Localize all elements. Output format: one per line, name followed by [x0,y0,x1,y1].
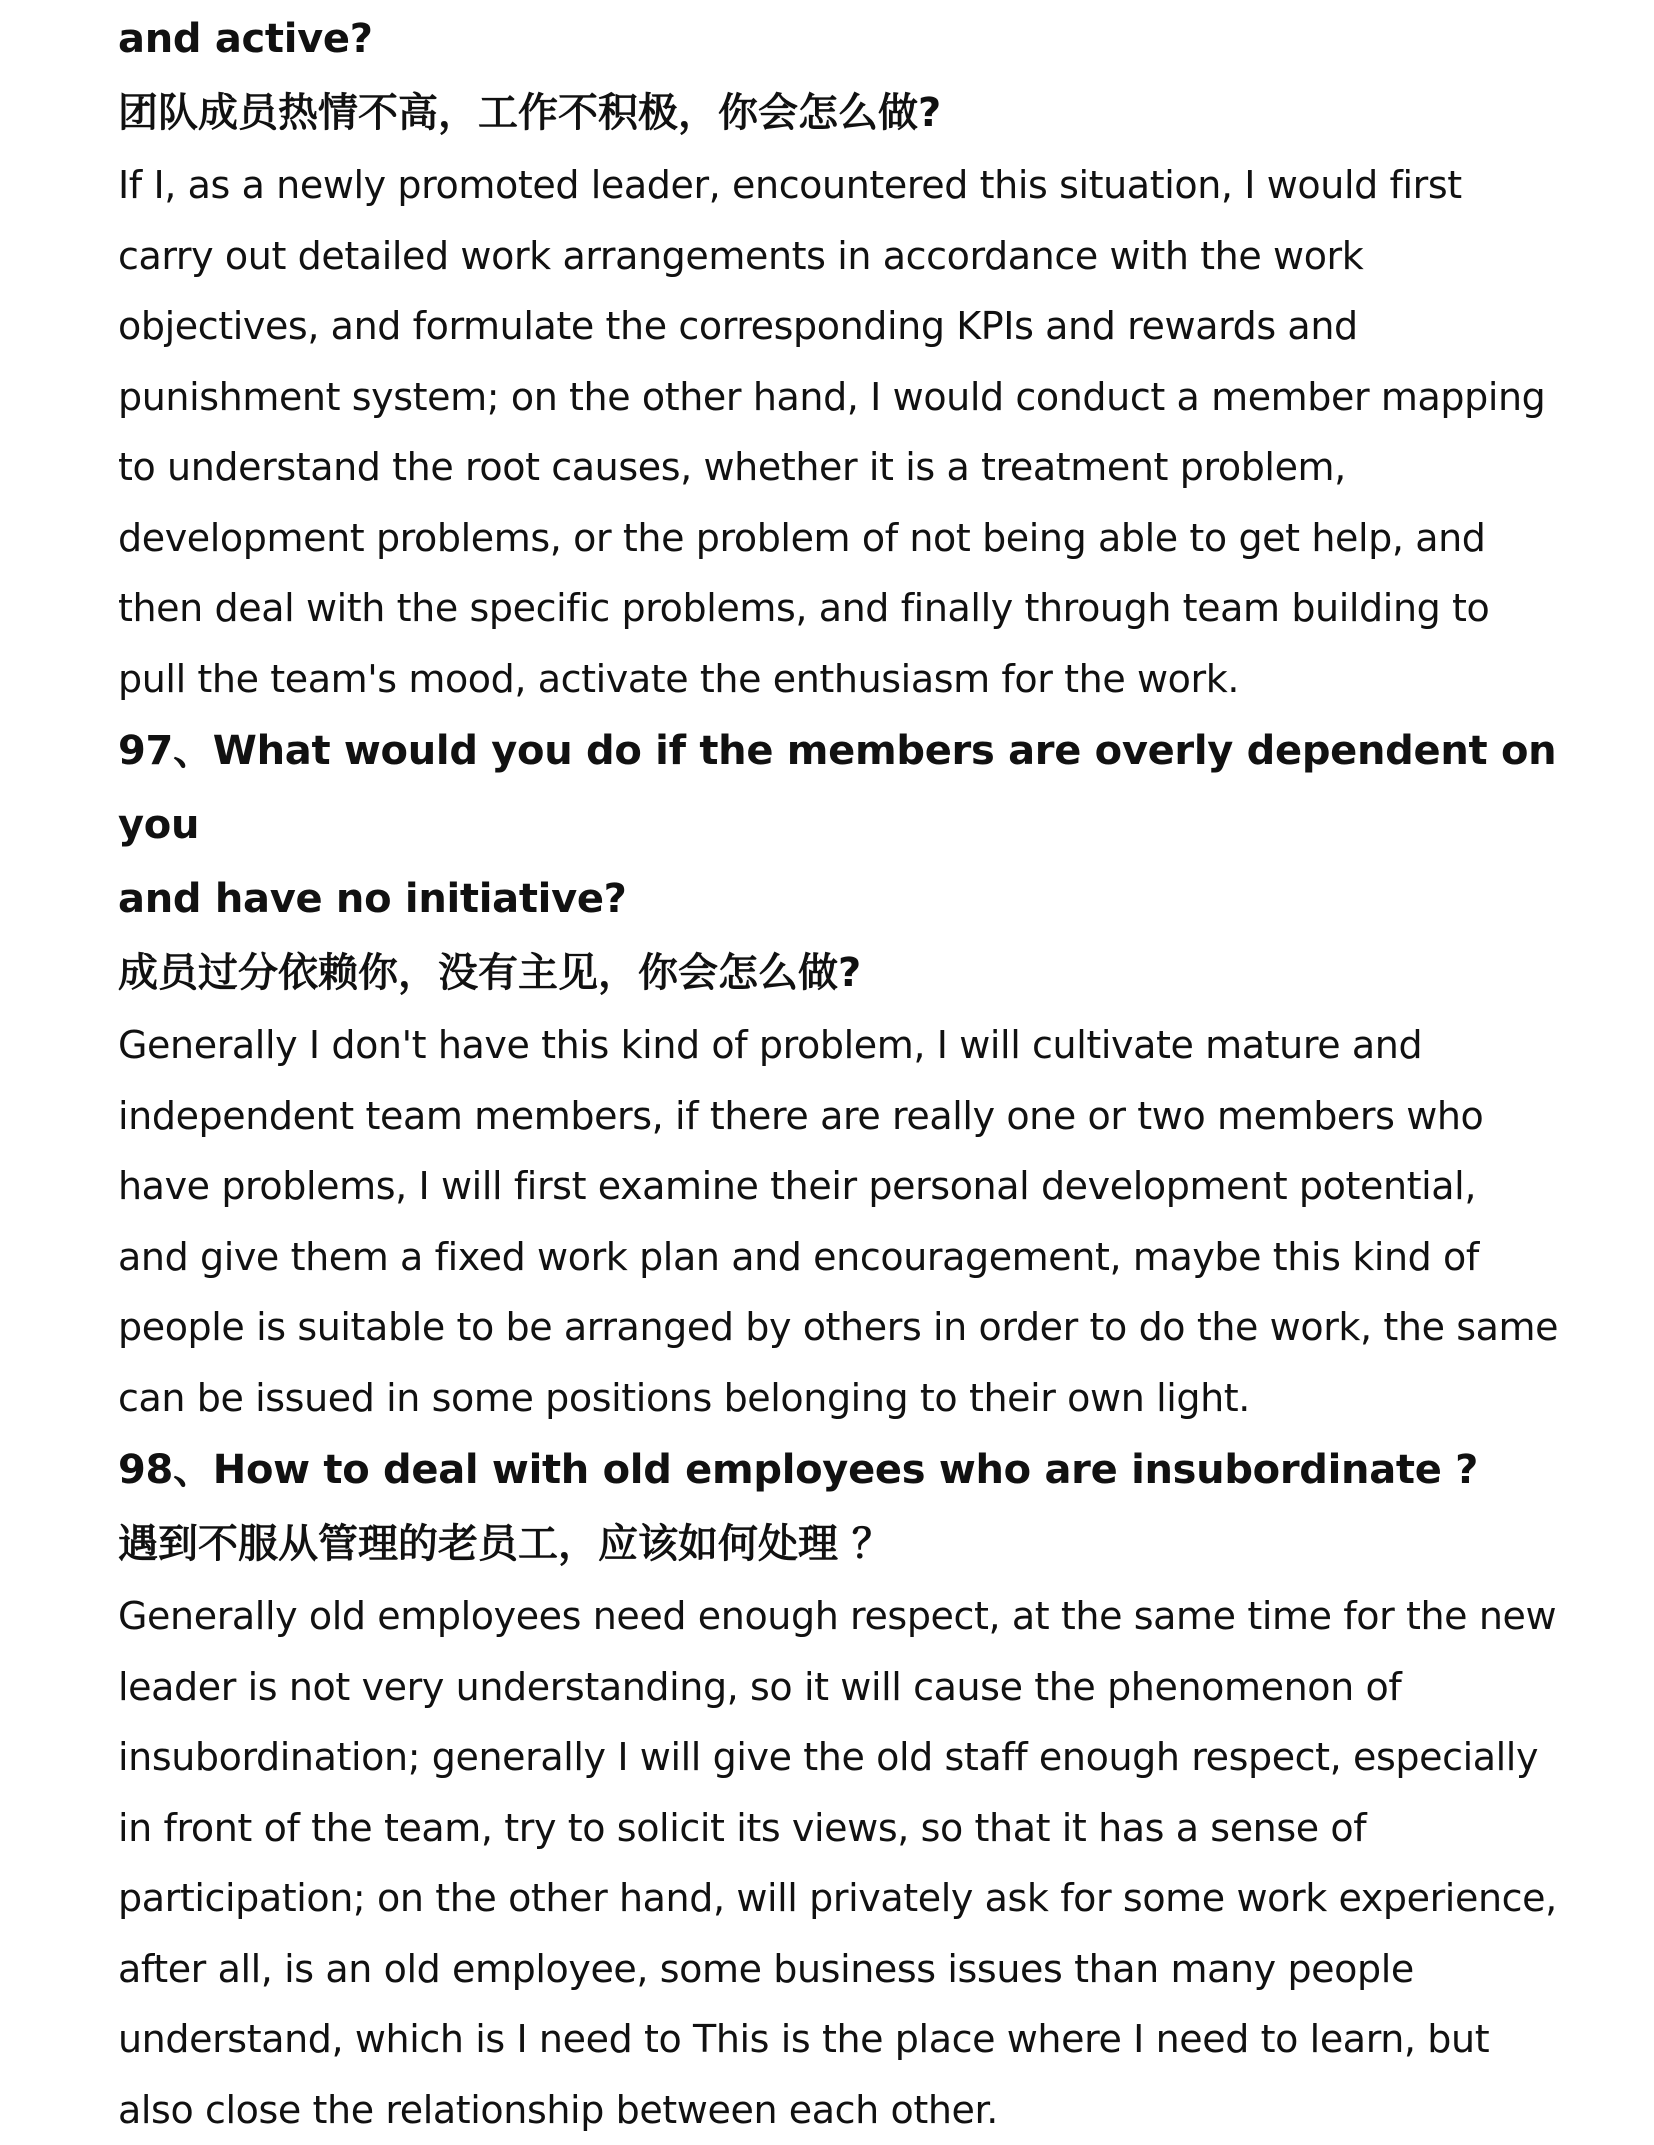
answer-line: Generally old employees need enough respect, at the same time for the new [118,1581,1558,1652]
answer-line: independent team members, if there are really one or two members who [118,1081,1558,1152]
qa-section-96 [118,2,1558,714]
answer-line: have problems, I will first examine their personal development potential, [118,1151,1558,1222]
question-heading-zh: 成员过分依赖你，没有主见，你会怎么做? [118,936,1558,1010]
answer-paragraph [118,1581,1558,2145]
question-heading-en [118,714,1558,936]
answer-line: objectives, and formulate the corresponding KPIs and rewards and [118,291,1558,362]
question-line: and have no initiative? [118,862,1558,936]
answer-line: also close the relationship between each other. [118,2075,1558,2145]
answer-paragraph [118,150,1558,714]
qa-section-97 [118,714,1558,1433]
answer-line: If I, as a newly promoted leader, encountered this situation, I would first [118,150,1558,221]
answer-line: can be issued in some positions belonging to their own light. [118,1363,1558,1434]
answer-line: then deal with the specific problems, and finally through team building to [118,573,1558,644]
answer-line: Generally I don't have this kind of problem, I will cultivate mature and [118,1010,1558,1081]
question-line: 97、What would you do if the members are overly dependent on you [118,714,1558,862]
answer-line: carry out detailed work arrangements in accordance with the work [118,221,1558,292]
question-line: and active? [118,2,1558,76]
answer-line: participation; on the other hand, will privately ask for some work experience, [118,1863,1558,1934]
question-line: 98、How to deal with old employees who are insubordinate ? [118,1433,1558,1507]
answer-line: in front of the team, try to solicit its views, so that it has a sense of [118,1793,1558,1864]
question-heading-zh: 遇到不服从管理的老员工，应该如何处理 ？ [118,1507,1558,1581]
answer-line: after all, is an old employee, some business issues than many people [118,1934,1558,2005]
answer-line: punishment system; on the other hand, I would conduct a member mapping [118,362,1558,433]
answer-line: to understand the root causes, whether it is a treatment problem, [118,432,1558,503]
question-heading-en [118,2,1558,76]
answer-line: leader is not very understanding, so it will cause the phenomenon of [118,1652,1558,1723]
answer-line: pull the team's mood, activate the enthusiasm for the work. [118,644,1558,715]
answer-paragraph [118,1010,1558,1433]
document-page [118,0,1558,2145]
answer-line: people is suitable to be arranged by others in order to do the work, the same [118,1292,1558,1363]
answer-line: development problems, or the problem of not being able to get help, and [118,503,1558,574]
question-heading-en [118,1433,1558,1507]
qa-section-98 [118,1433,1558,2145]
answer-line: and give them a fixed work plan and encouragement, maybe this kind of [118,1222,1558,1293]
answer-line: insubordination; generally I will give the old staff enough respect, especially [118,1722,1558,1793]
answer-line: understand, which is I need to This is the place where I need to learn, but [118,2004,1558,2075]
question-heading-zh: 团队成员热情不高，工作不积极，你会怎么做? [118,76,1558,150]
